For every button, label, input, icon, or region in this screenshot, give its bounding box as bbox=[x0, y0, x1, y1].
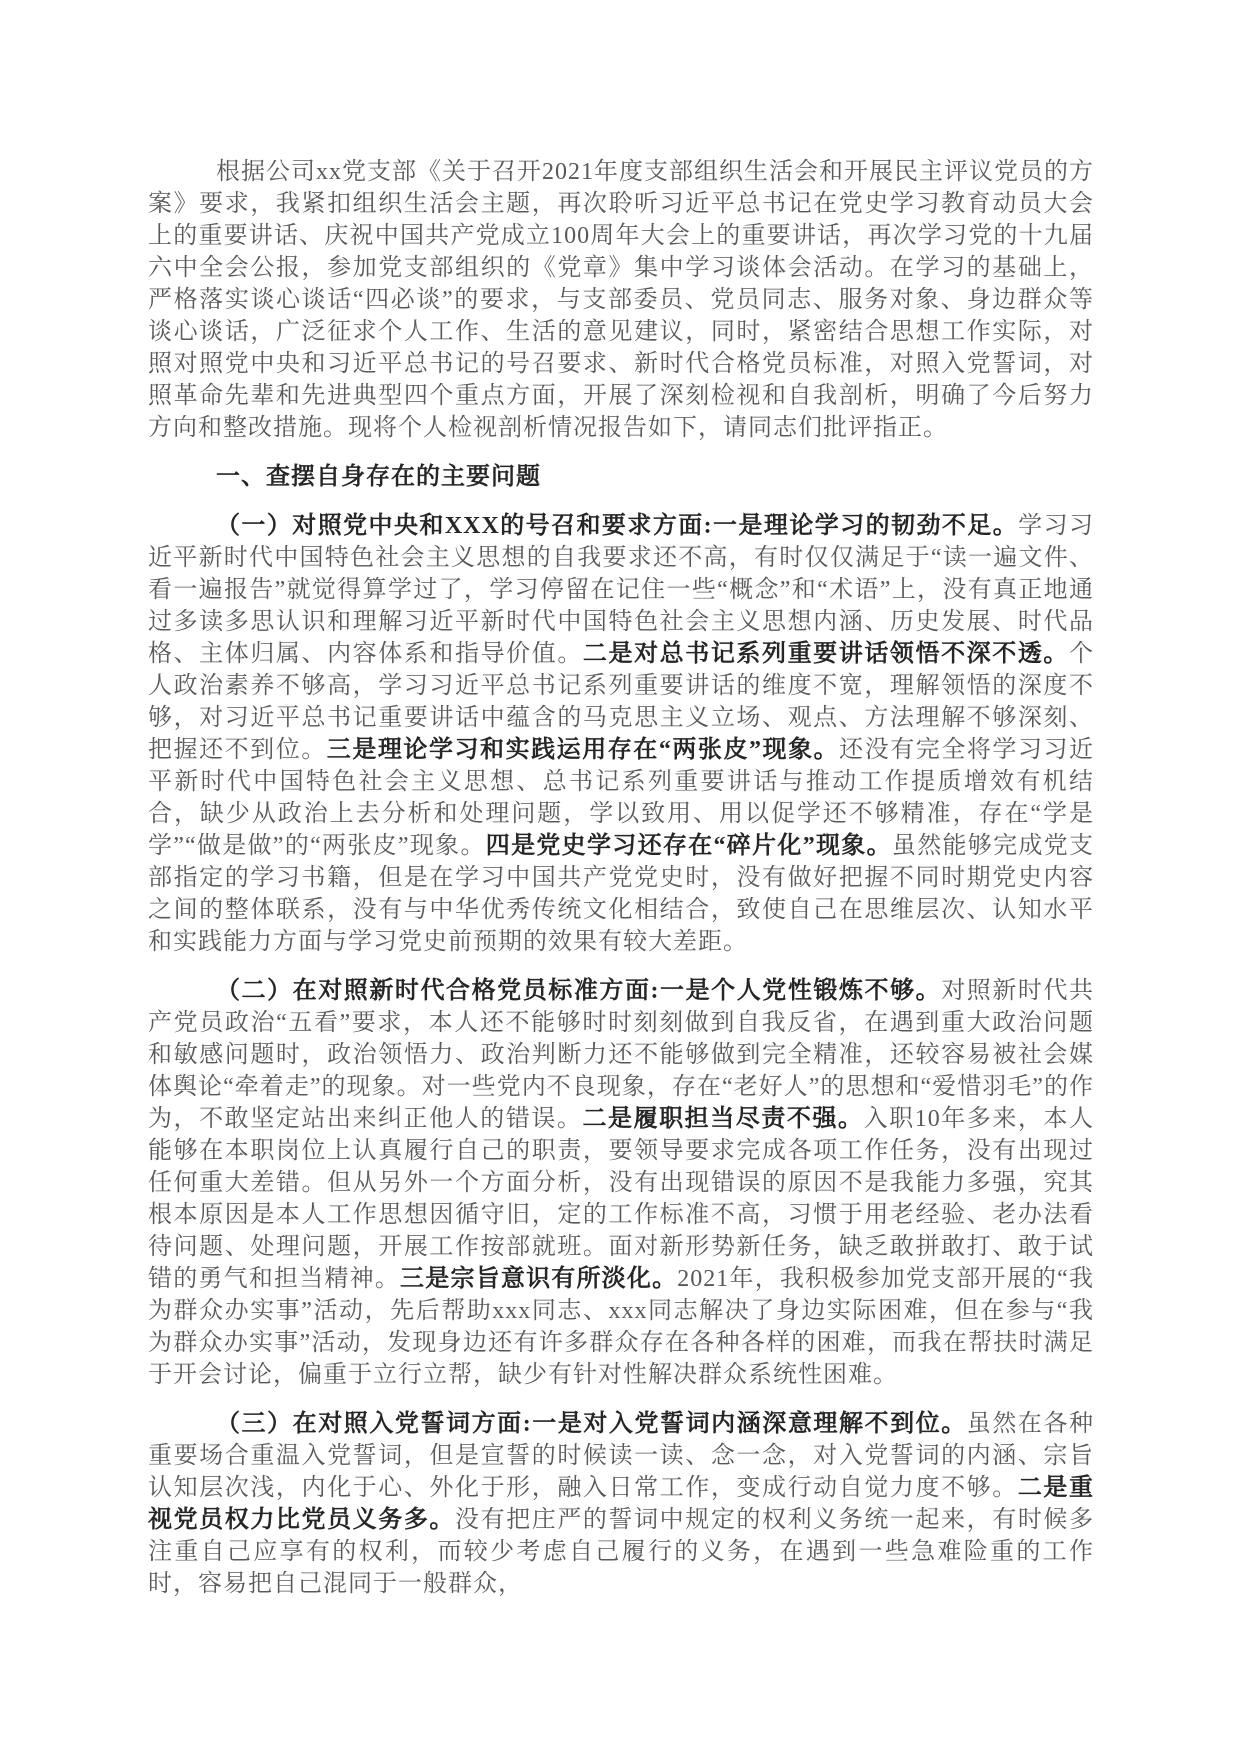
bold-lead-text: （二）在对照新时代合格党员标准方面:一是个人党性锻炼不够。 bbox=[216, 978, 942, 1004]
body-text: 2021年，我积极参加党支部开展的“我为群众办实事”活动，先后帮助xxx同志、xxx同志解决了身边实际困难，但在参与“我为群众办实事”活动，发现身边还有许多群众存在各种各样的困难，而我在帮扶时满足于开会讨论，偏重于立行立帮，缺少有针对性解决群众系统性困难。 bbox=[148, 1266, 1095, 1388]
body-text: 虽然能够完成党支部指定的学习书籍，但是在学习中国共产党党史时，没有做好把握不同时期党史内容之间的整体联系，没有与中华优秀传统文化相结合，致使自己在思维层次、认知水平和实践能力方面与学习党史前预期的效果有较大差距。 bbox=[148, 833, 1095, 955]
body-text: 对照新时代共产党员政治“五看”要求，本人还不能够时时刻刻做到自我反省，在遇到重大政治问题和敏感问题时，政治领悟力、政治判断力还不能够做到完全精准，还较容易被社会媒体舆论“牵着走”的现象。对一些党内不良现象，存在“老好人”的思想和“爱惜羽毛”的作为，不敢坚定站出来纠正他人的错误。 bbox=[148, 978, 1094, 1132]
section-heading bbox=[148, 461, 1094, 493]
bold-lead-text: 二是重视党员权力比党员义务多。 bbox=[148, 1475, 1095, 1533]
body-text: 根据公司xx党支部《关于召开2021年度支部组织生活会和开展民主评议党员的方案》要求，我紧扣组织生活会主题，再次聆听习近平总书记在党史学习教育动员大会上的重要讲话、庆祝中国共产党成立100周年大会上的重要讲话，再次学习党的十九届六中全会公报，参加党支部组织的《党章》集中学习谈体会活动。在学习的基础上，严格落实谈心谈话“四必谈”的要求，与支部委员、党员同志、服务对象、身边群众等谈心谈话，广泛征求个人工作、生活的意见建议，同时，紧密结合思想工作实际，对照对照党中央和习近平总书记的号召要求、新时代合格党员标准，对照入党誓词，对照革命先辈和先进典型四个重点方面，开展了深刻检视和自我剖析，明确了今后努力方向和整改措施。现将个人检视剖析情况报告如下，请同志们批评指正。 bbox=[148, 159, 1094, 441]
body-text: 个人政治素养不够高，学习习近平总书记系列重要讲话的维度不宽，理解领悟的深度不够，对习近平总书记重要讲话中蕴含的马克思主义立场、观点、方法理解不够深刻、把握还不到位。 bbox=[148, 641, 1095, 763]
bold-lead-text: 二是履职担当尽责不强。 bbox=[582, 1106, 864, 1132]
document-content bbox=[148, 156, 1094, 1600]
bold-lead-text: 二是对总书记系列重要讲话领悟不深不透。 bbox=[582, 641, 1070, 667]
bold-lead-text: （一）对照党中央和XXX的号召和要求方面:一是理论学习的韧劲不足。 bbox=[216, 513, 1019, 539]
paragraph-intro bbox=[148, 156, 1094, 444]
body-text: 虽然在各种重要场合重温入党誓词，但是宣誓的时候读一读、念一念，对入党誓词的内涵、宗旨认知层次浅，内化于心、外化于形，融入日常工作，变成行动自觉力度不够。 bbox=[148, 1411, 1095, 1501]
body-text: 还没有完全将学习习近平新时代中国特色社会主义思想、总书记系列重要讲话与推动工作提质增效有机结合，缺少从政治上去分析和处理问题，学以致用、用以促学还不够精准，存在“学是学”“做是做”的“两张皮”现象。 bbox=[148, 737, 1095, 859]
paragraph-item-3 bbox=[148, 1408, 1094, 1600]
bold-lead-text: 一、查摆自身存在的主要问题 bbox=[216, 464, 541, 490]
bold-lead-text: 三是理论学习和实践运用存在“两张皮”现象。 bbox=[326, 737, 840, 763]
bold-lead-text: 四是党史学习还存在“碎片化”现象。 bbox=[485, 833, 892, 859]
bold-lead-text: （三）在对照入党誓词方面:一是对入党誓词内涵深意理解不到位。 bbox=[216, 1411, 967, 1437]
body-text: 入职10年多来，本人能够在本职岗位上认真履行自己的职责，要领导要求完成各项工作任务，没有出现过任何重大差错。但从另外一个方面分析，没有出现错误的原因不是我能力多强，究其根本原因是本人工作思想因循守旧，定的工作标准不高，习惯于用老经验、老办法看待问题、处理问题，开展工作按部就班。面对新形势新任务，缺乏敢拼敢打、敢于试错的勇气和担当精神。 bbox=[148, 1106, 1095, 1292]
body-text: 学习习近平新时代中国特色社会主义思想的自我要求还不高，有时仅仅满足于“读一遍文件、看一遍报告”就觉得算学过了，学习停留在记住一些“概念”和“术语”上，没有真正地通过多读多思认识和理解习近平新时代中国特色社会主义思想内涵、历史发展、时代品格、主体归属、内容体系和指导价值。 bbox=[148, 513, 1094, 667]
bold-lead-text: 三是宗旨意识有所淡化。 bbox=[400, 1266, 678, 1292]
body-text: 没有把庄严的誓词中规定的权利义务统一起来，有时候多注重自己应享有的权利，而较少考虑自己履行的义务，在遇到一些急难险重的工作时，容易把自己混同于一般群众， bbox=[148, 1507, 1094, 1597]
paragraph-item-1 bbox=[148, 510, 1094, 958]
paragraph-item-2 bbox=[148, 975, 1094, 1391]
